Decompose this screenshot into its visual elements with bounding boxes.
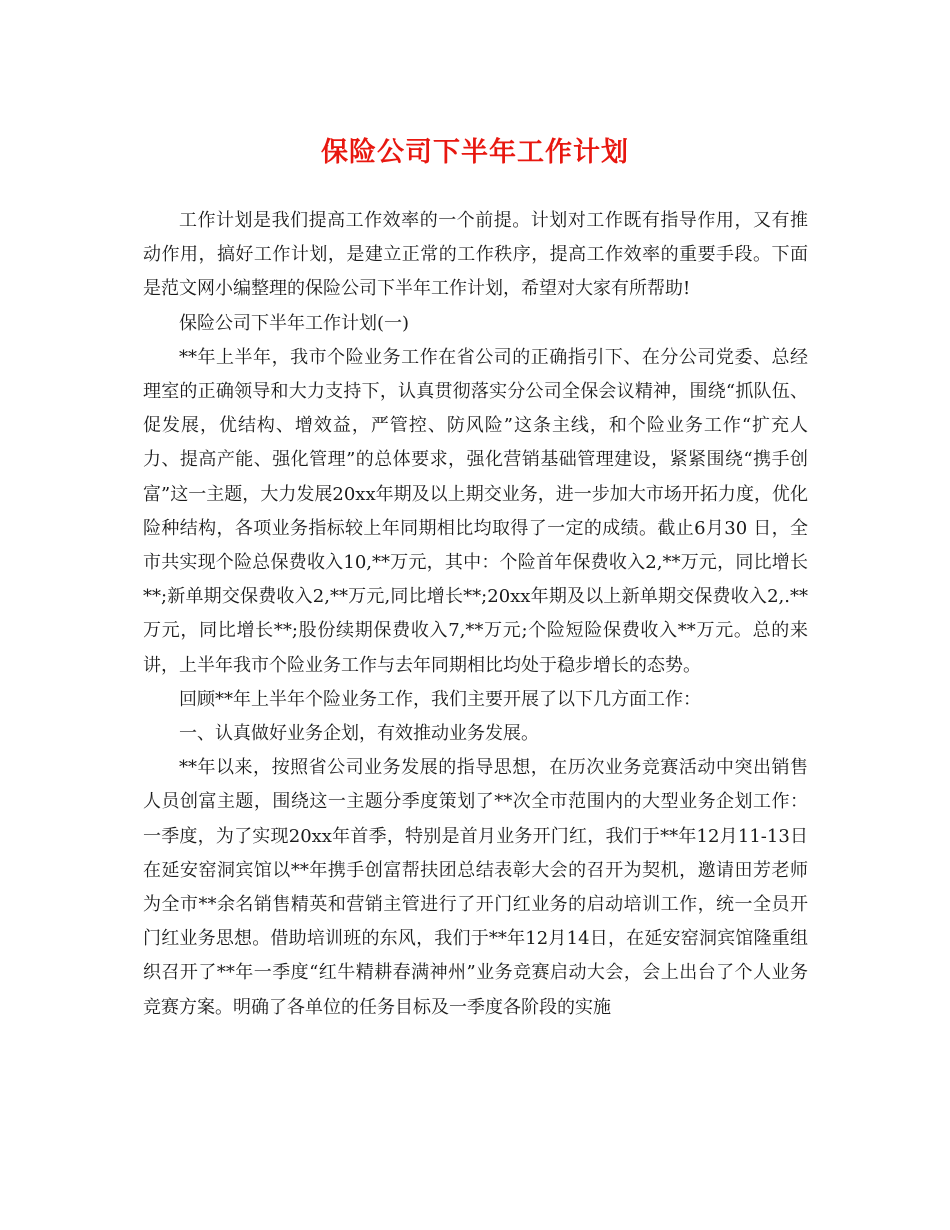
document-body xyxy=(143,204,808,1025)
paragraph-subheading-one: 一、认真做好业务企划，有效推动业务发展。 xyxy=(179,723,539,745)
document-title: 保险公司下半年工作计划 xyxy=(321,137,629,168)
paragraph-first-half-summary: **年上半年，我市个险业务工作在省公司的正确指引下、在分公司党委、总经理室的正确领导和大力支持下，认真贯彻落实分公司全保会议精神，围绕“抓队伍、促发展，优结构、增效益，严管控、防风险”这条主线，和个险业务工作“扩充人力、提高产能、强化管理”的总体要求，强化营销基础管理建设，紧紧围绕“携手创富”这一主题，大力发展20xx年期及以上期交业务，进一步加大市场开拓力度，优化险种结构，各项业务指标较上年同期相比均取得了一定的成绩。截止6月30 日，全市共实现个险总保费收入10,**万元，其中：个险首年保费收入2,**万元，同比增长**;新单期交保费收入2,**万元,同比增长**;20xx年期及以上新单期交保费收入2,.**万元，同比增长**;股份续期保费收入7,**万元;个险短险保费收入**万元。总的来讲，上半年我市个险业务工作与去年同期相比均处于稳步增长的态势。 xyxy=(143,346,808,676)
paragraph-review-intro: 回顾**年上半年个险业务工作，我们主要开展了以下几方面工作： xyxy=(179,688,701,710)
paragraph-intro: 工作计划是我们提高工作效率的一个前提。计划对工作既有指导作用，又有推动作用，搞好工作计划，是建立正常的工作秩序，提高工作效率的重要手段。下面是范文网小编整理的保险公司下半年工作计划，希望对大家有所帮助! xyxy=(143,210,808,300)
paragraph-section-heading: 保险公司下半年工作计划(一) xyxy=(179,312,410,334)
paragraph-business-planning: **年以来，按照省公司业务发展的指导思想，在历次业务竞赛活动中突出销售人员创富主题，围绕这一主题分季度策划了**次全市范围内的大型业务企划工作：一季度，为了实现20xx年首季，特别是首月业务开门红，我们于**年12月11-13日在延安窑洞宾馆以**年携手创富帮扶团总结表彰大会的召开为契机，邀请田芳老师为全市**余名销售精英和营销主管进行了开门红业务的启动培训工作，统一全员开门红业务思想。借助培训班的东风，我们于**年12月14日，在延安窑洞宾馆隆重组织召开了**年一季度“红牛精耕春满神州”业务竞赛启动大会，会上出台了个人业务竞赛方案。明确了各单位的任务目标及一季度各阶段的实施 xyxy=(143,757,808,1018)
